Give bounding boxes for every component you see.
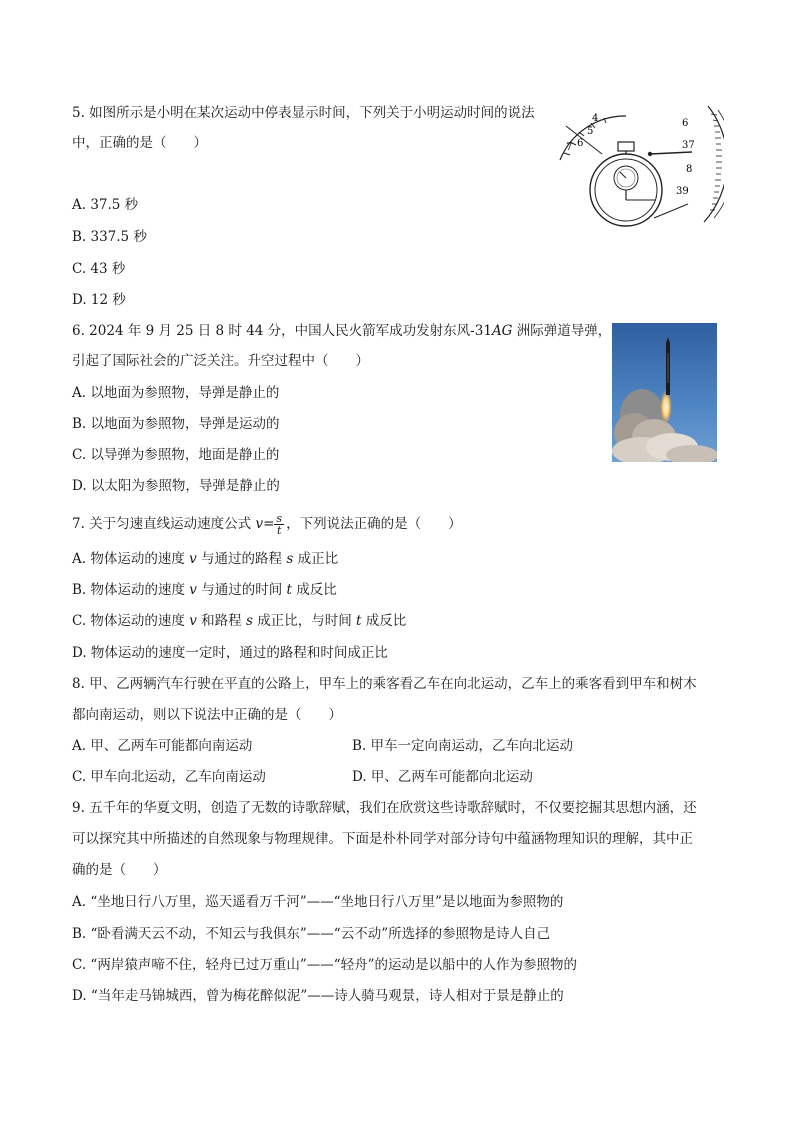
q9-stem-line3: 确的是（ ） <box>72 862 167 878</box>
q8-option-d: D. 甲、乙两车可能都向北运动 <box>352 769 533 785</box>
q8-option-b: B. 甲车一定向南运动，乙车向北运动 <box>352 738 574 754</box>
second-tick-8: 8 <box>686 164 693 175</box>
q6-option-c: C. 以导弹为参照物，地面是静止的 <box>72 447 280 463</box>
q7-option-c: C. 物体运动的速度 v 和路程 s 成正比，与时间 t 成反比 <box>72 613 407 629</box>
q9-option-b: B. “卧看满天云不动，不知云与我俱东”——“云不动”所选择的参照物是诗人自己 <box>72 926 551 942</box>
q9-option-d: D. “当年走马锦城西，曾为梅花醉似泥”——诗人骑马观景，诗人相对于景是静止的 <box>72 988 564 1004</box>
second-tick-37: 37 <box>682 140 695 151</box>
q5-option-b: B. 337.5 秒 <box>72 229 147 245</box>
q5-option-c: C. 43 秒 <box>72 261 126 277</box>
q9-stem-line2: 可以探究其中所描述的自然现象与物理规律。下面是朴朴同学对部分诗句中蕴涵物理知识的理解，其中正 <box>72 831 693 847</box>
minute-tick-5: 5 <box>587 126 594 137</box>
q7-formula-fraction: $\frac{s}{t}$ <box>276 512 283 537</box>
q7-option-d: D. 物体运动的速度一定时，通过的路程和时间成正比 <box>72 645 388 661</box>
q8-option-a: A. 甲、乙两车可能都向南运动 <box>72 738 253 754</box>
q7-option-a: A. 物体运动的速度 v 与通过的路程 s 成正比 <box>72 551 339 567</box>
q9-stem-line1: 9. 五千年的华夏文明，创造了无数的诗歌辞赋，我们在欣赏这些诗歌辞赋时，不仅要挖掘其思想内涵，还 <box>72 800 697 816</box>
q5-option-a: A. 37.5 秒 <box>72 197 139 213</box>
q6-stem-line1: 6. 2024 年 9 月 25 日 8 时 44 分，中国人民火箭军成功发射东风-31AG 洲际弹道导弹， <box>72 323 612 339</box>
q6-option-d: D. 以太阳为参照物，导弹是静止的 <box>72 478 280 494</box>
q7-formula-v: v <box>255 516 264 532</box>
q7-stem: 7. 关于匀速直线运动速度公式 v= $\frac{s}{t}$ ，下列说法正确的是（ ） <box>72 512 462 537</box>
q6-stem-line2: 引起了国际社会的广泛关注。升空过程中（ ） <box>72 353 369 369</box>
q6-option-b: B. 以地面为参照物，导弹是运动的 <box>72 416 280 432</box>
q9-option-c: C. “两岸猿声啼不住，轻舟已过万重山”——“轻舟”的运动是以船中的人作为参照物的 <box>72 957 578 973</box>
second-tick-6: 6 <box>682 118 689 129</box>
missile-launch-photo <box>612 323 717 462</box>
stopwatch-icon <box>558 104 724 228</box>
minute-tick-4: 4 <box>592 113 599 124</box>
q7-option-b: B. 物体运动的速度 v 与通过的时间 t 成反比 <box>72 582 337 598</box>
minute-tick-6: 6 <box>577 138 584 149</box>
q5-stem-line1: 5. 如图所示是小明在某次运动中停表显示时间，下列关于小明运动时间的说法 <box>72 105 535 121</box>
second-tick-39: 39 <box>676 186 689 197</box>
q8-option-c: C. 甲车向北运动，乙车向南运动 <box>72 769 266 785</box>
q9-option-a: A. “坐地日行八万里，巡天遥看万千河”——“坐地日行八万里”是以地面为参照物的 <box>72 894 564 910</box>
q8-stem-line2: 都向南运动，则以下说法中正确的是（ ） <box>72 707 342 723</box>
q8-stem-line1: 8. 甲、乙两辆汽车行驶在平直的公路上，甲车上的乘客看乙车在向北运动，乙车上的乘客看到甲车和树木 <box>72 676 697 692</box>
minute-tick-7: 7 <box>566 142 573 153</box>
q5-option-d: D. 12 秒 <box>72 292 126 308</box>
q5-stem-line2: 中，正确的是（ ） <box>72 135 207 151</box>
q6-option-a: A. 以地面为参照物，导弹是静止的 <box>72 385 280 401</box>
